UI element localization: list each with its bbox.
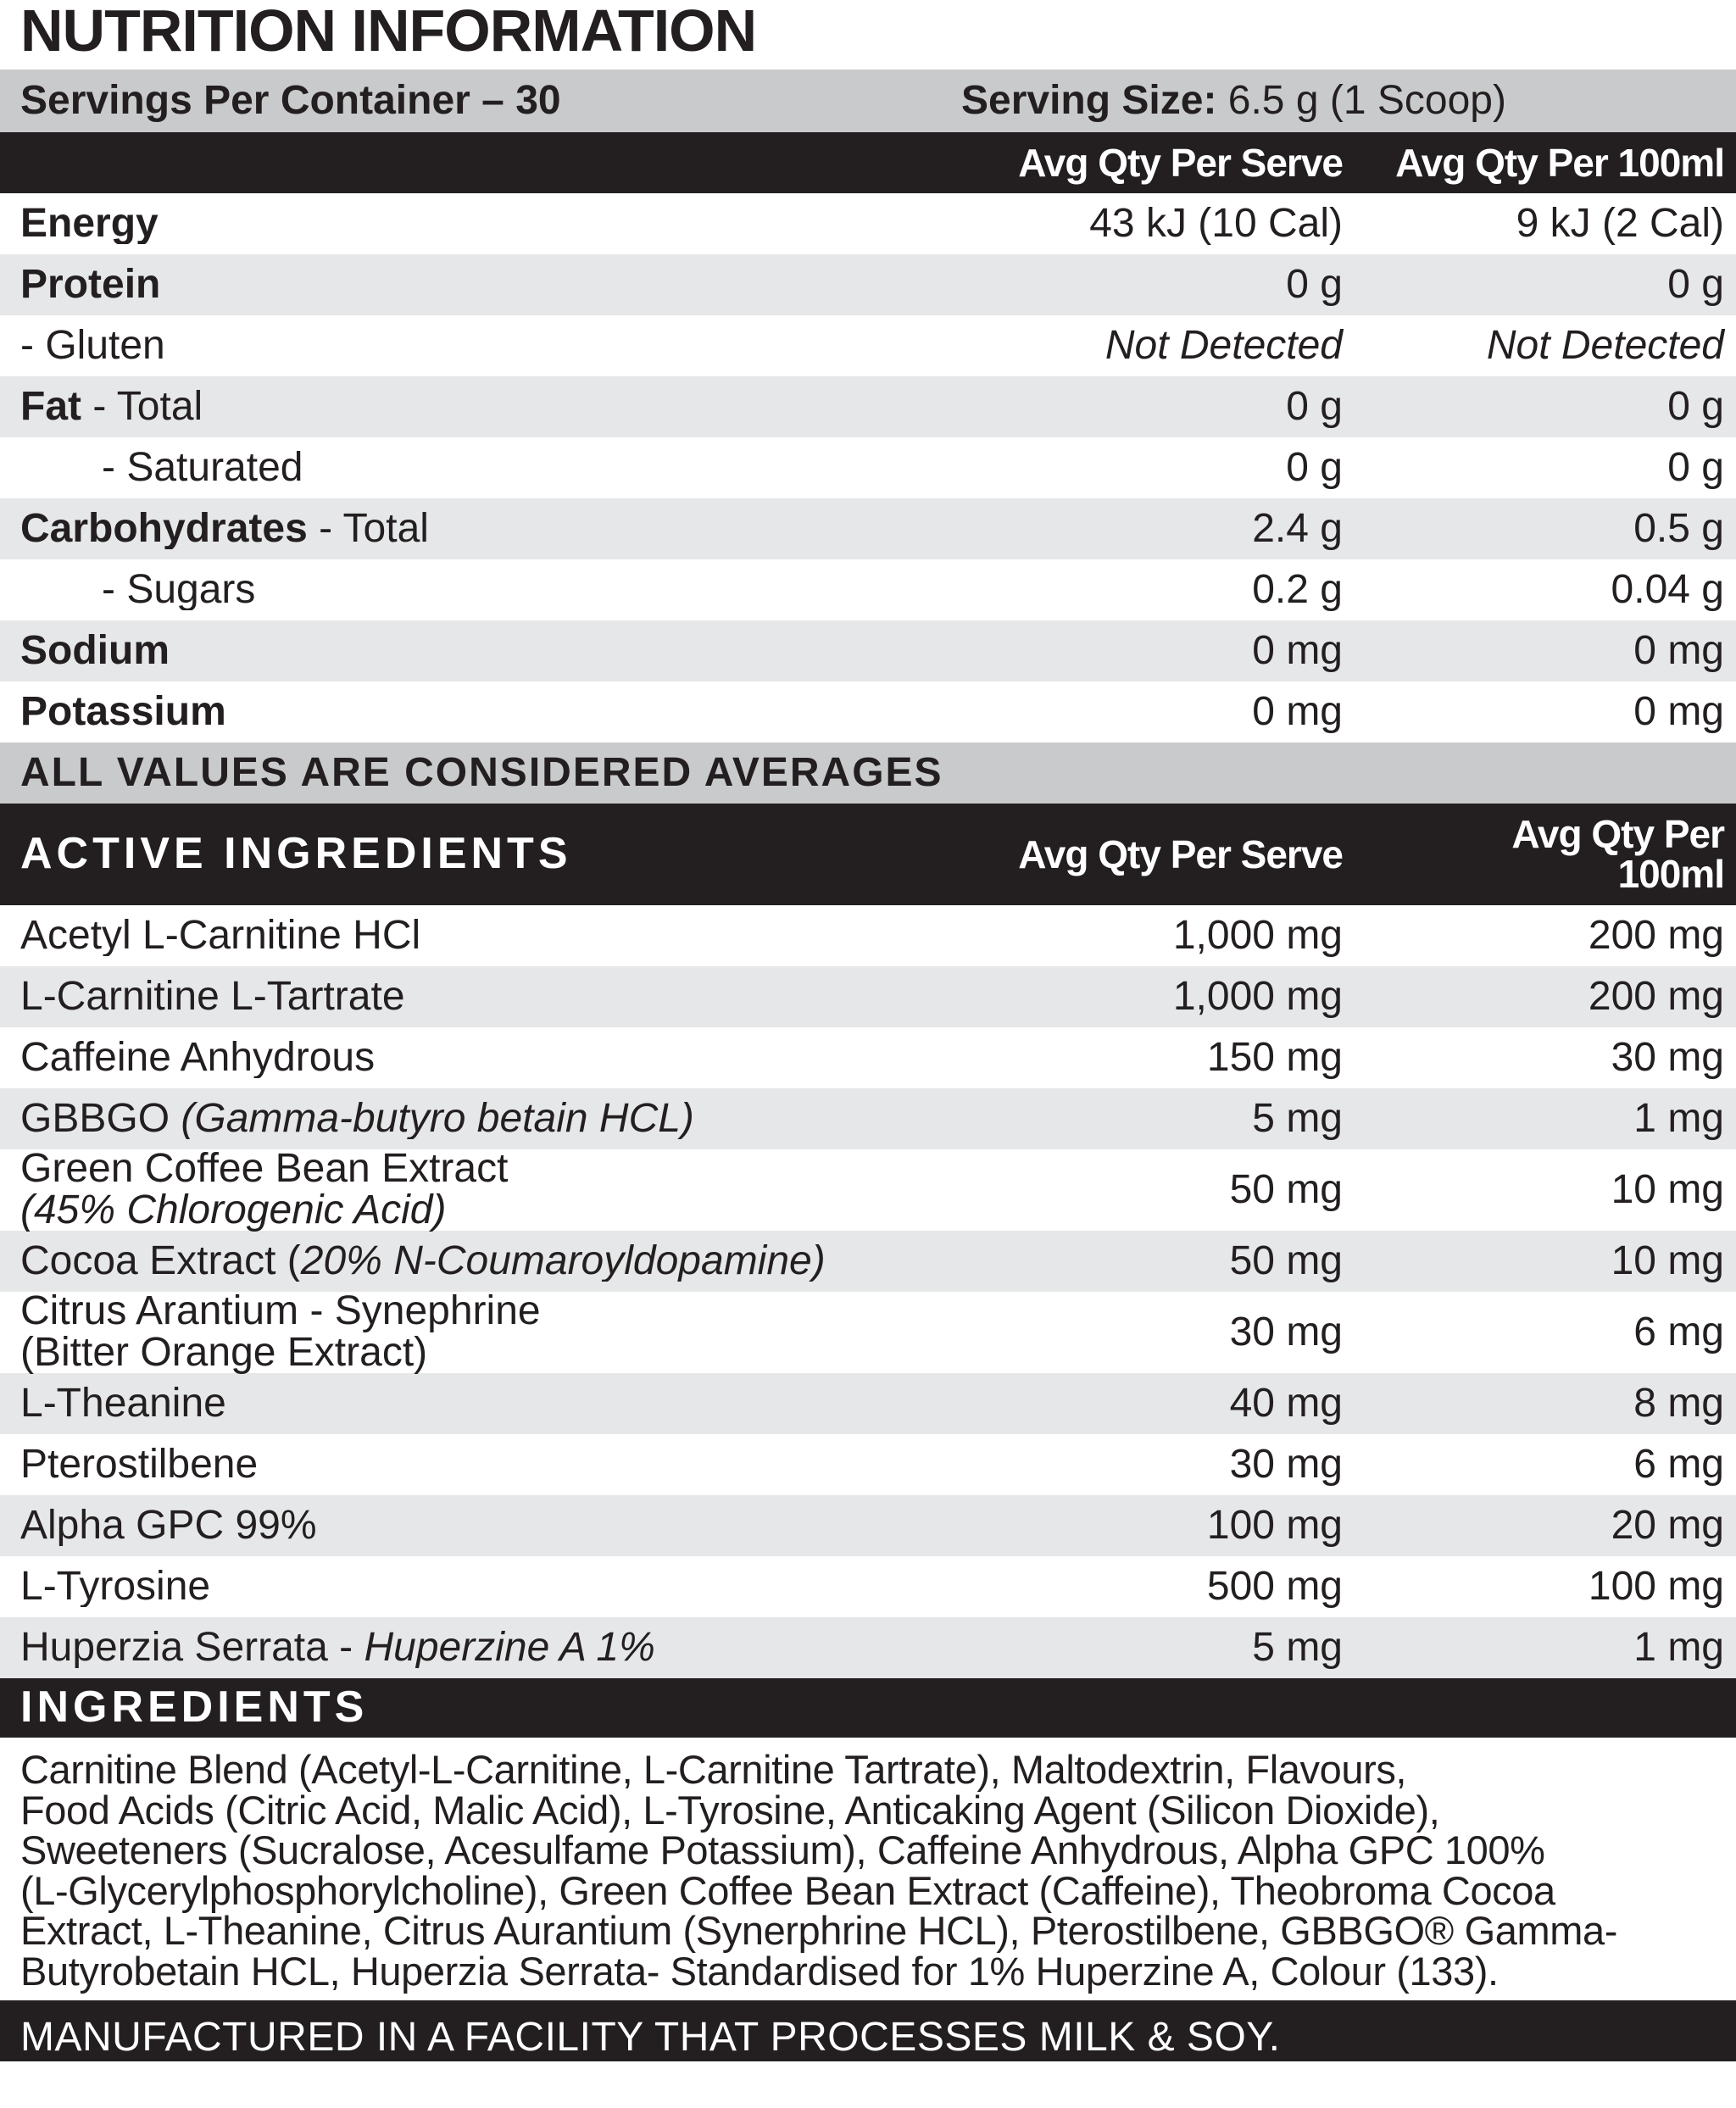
ingredient-name (20, 1566, 902, 1608)
nutrient-name (20, 509, 902, 550)
qty-per-serve: 0 g (1286, 261, 1343, 307)
nutrient-bold: Carbohydrates (20, 508, 308, 550)
nutrient-name (20, 631, 902, 672)
ingredient-name-line (20, 1098, 902, 1140)
qty-per-100ml: 6 mg (1633, 1309, 1724, 1354)
ingredient-main: Caffeine Anhydrous (20, 1037, 376, 1079)
qty-per-100ml: Not Detected (1486, 322, 1724, 368)
qty-per-100ml: 200 mg (1588, 912, 1724, 958)
panel-title: NUTRITION INFORMATION (20, 0, 757, 64)
nutrition-row (0, 254, 1736, 315)
ingredients-header: INGREDIENTS (0, 1678, 1736, 1738)
ingredients-line: Carnitine Blend (Acetyl-L-Carnitine, L-Carnitine Tartrate), Maltodextrin, Flavours, (20, 1747, 1407, 1792)
ingredient-name-line (20, 1291, 902, 1332)
active-ingredient-row (0, 1149, 1736, 1231)
ingredient-detail: Huperzine A 1% (364, 1627, 655, 1669)
ingredient-name (20, 1291, 902, 1374)
ingredient-main: L-Carnitine L-Tartrate (20, 976, 405, 1018)
nutrient-bold: Potassium (20, 691, 226, 733)
nutrient-name (20, 692, 902, 733)
qty-per-serve: Not Detected (1104, 322, 1343, 368)
ingredient-name-line (20, 1241, 902, 1282)
active-ingredient-row (0, 1495, 1736, 1556)
qty-per-100ml: 0 g (1667, 383, 1724, 429)
nutrition-row (0, 498, 1736, 559)
qty-per-serve: 0 g (1286, 444, 1343, 490)
qty-per-100ml: 10 mg (1611, 1238, 1724, 1283)
qty-per-100ml: 0 g (1667, 444, 1724, 490)
qty-per-serve: 500 mg (1206, 1563, 1343, 1609)
col-header-100ml: Avg Qty Per 100ml (1395, 140, 1724, 185)
active-rows (0, 905, 1736, 1678)
active-col-header-100ml: Avg Qty Per 100ml (1511, 812, 1724, 896)
ingredient-main: Cocoa Extract ( (20, 1240, 301, 1282)
qty-per-serve: 5 mg (1252, 1095, 1343, 1141)
servings-per-container: Servings Per Container – 30 (20, 77, 561, 123)
allergen-footer: MANUFACTURED IN A FACILITY THAT PROCESSES MILK & SOY. (0, 2000, 1736, 2061)
nutrient-name (20, 264, 902, 306)
ingredient-main: L-Tyrosine (20, 1566, 211, 1608)
ingredient-name (20, 1037, 902, 1079)
qty-per-100ml: 100 mg (1588, 1563, 1724, 1609)
active-ingredient-row (0, 1617, 1736, 1678)
ingredient-detail: 20% N-Coumaroyldopamine) (300, 1240, 826, 1282)
nutrition-rows (0, 193, 1736, 743)
ingredients-text (0, 1738, 1736, 2000)
qty-per-serve: 0.2 g (1252, 566, 1343, 612)
nutrient-sub: - Total (81, 386, 203, 428)
nutrient-bold: Sodium (20, 630, 170, 672)
averages-note: ALL VALUES ARE CONSIDERED AVERAGES (0, 743, 1736, 804)
qty-per-100ml: 30 mg (1611, 1034, 1724, 1080)
ingredient-name-line (20, 1566, 902, 1608)
active-ingredients-title: ACTIVE INGREDIENTS (20, 832, 572, 877)
ingredient-name-line (20, 1444, 902, 1486)
ingredient-name (20, 1383, 902, 1425)
qty-per-100ml: 0 g (1667, 261, 1724, 307)
serving-size-value: 6.5 g (1 Scoop) (1216, 77, 1506, 123)
qty-per-100ml: 10 mg (1611, 1166, 1724, 1212)
ingredient-name (20, 915, 902, 957)
title-bar (0, 0, 1736, 70)
nutrient-sub: - Sugars (102, 569, 256, 611)
qty-per-serve: 50 mg (1229, 1238, 1343, 1283)
qty-per-serve: 50 mg (1229, 1166, 1343, 1212)
qty-per-100ml: 1 mg (1633, 1624, 1724, 1670)
serving-size (961, 77, 1724, 123)
ingredient-main: GBBGO (20, 1098, 181, 1140)
nutrient-bold: Protein (20, 264, 161, 306)
nutrition-row (0, 681, 1736, 743)
active-ingredient-row (0, 1027, 1736, 1088)
qty-per-100ml: 1 mg (1633, 1095, 1724, 1141)
ingredient-name-line (20, 1037, 902, 1079)
nutrient-name (20, 448, 902, 489)
nutrition-row (0, 376, 1736, 437)
qty-per-serve: 150 mg (1206, 1034, 1343, 1080)
nutrient-name (20, 325, 902, 367)
nutrient-sub: - Total (307, 508, 429, 550)
qty-per-serve: 0 mg (1252, 627, 1343, 673)
nutrient-sub: - Gluten (20, 325, 165, 367)
qty-per-serve: 0 g (1286, 383, 1343, 429)
ingredient-name (20, 1627, 902, 1669)
ingredient-name-line (20, 1383, 902, 1425)
nutrient-name (20, 570, 902, 611)
ingredients-line: Sweeteners (Sucralose, Acesulfame Potassium), Caffeine Anhydrous, Alpha GPC 100% (20, 1827, 1545, 1873)
ingredient-main: L-Theanine (20, 1382, 226, 1425)
qty-per-serve: 100 mg (1206, 1502, 1343, 1548)
nutrient-name (20, 203, 902, 245)
qty-per-serve: 2.4 g (1252, 505, 1343, 551)
ingredient-name (20, 1098, 902, 1140)
ingredient-main: Huperzia Serrata - (20, 1627, 364, 1669)
ingredient-name (20, 1444, 902, 1486)
servings-row (0, 70, 1736, 132)
ingredient-main: Green Coffee Bean Extract (20, 1149, 509, 1192)
qty-per-serve: 1,000 mg (1172, 973, 1343, 1019)
qty-per-100ml: 200 mg (1588, 973, 1724, 1019)
active-ingredient-row (0, 1556, 1736, 1617)
nutrition-row (0, 193, 1736, 254)
ingredient-detail: (Gamma-butyro betain HCL) (181, 1098, 694, 1140)
ingredients-line: Butyrobetain HCL, Huperzia Serrata- Standardised for 1% Huperzine A, Colour (133). (20, 1948, 1499, 1994)
nutrition-row (0, 315, 1736, 376)
qty-per-100ml: 0.5 g (1633, 505, 1724, 551)
active-col-header-serve: Avg Qty Per Serve (1018, 832, 1343, 876)
ingredient-name-line (20, 915, 902, 957)
ingredients-line: Extract, L-Theanine, Citrus Aurantium (Synerphrine HCL), Pterostilbene, GBBGO® Gamma- (20, 1908, 1617, 1954)
ingredient-name (20, 1149, 902, 1232)
active-ingredient-row (0, 1292, 1736, 1373)
ingredients-line: (L-Glycerylphosphorylcholine), Green Coffee Bean Extract (Caffeine), Theobroma Cocoa (20, 1867, 1555, 1913)
qty-per-100ml: 9 kJ (2 Cal) (1516, 200, 1724, 246)
ingredients-line: Food Acids (Citric Acid, Malic Acid), L-Tyrosine, Anticaking Agent (Silicon Dioxide), (20, 1787, 1440, 1833)
qty-per-100ml: 8 mg (1633, 1380, 1724, 1426)
active-ingredient-row (0, 1231, 1736, 1292)
qty-per-100ml: 0.04 g (1611, 566, 1724, 612)
active-ingredient-row (0, 1434, 1736, 1495)
active-ingredient-row (0, 905, 1736, 966)
active-ingredients-header (0, 804, 1736, 905)
nutrition-row (0, 559, 1736, 620)
serving-size-label: Serving Size: (961, 77, 1217, 123)
qty-per-serve: 5 mg (1252, 1624, 1343, 1670)
nutrient-bold: Energy (20, 203, 159, 245)
ingredient-name-line2: (45% Chlorogenic Acid) (20, 1187, 447, 1232)
ingredient-main: Alpha GPC 99% (20, 1505, 317, 1547)
ingredient-main: Acetyl L-Carnitine HCl (20, 915, 421, 957)
qty-per-serve: 30 mg (1229, 1441, 1343, 1487)
ingredient-main: Citrus Arantium - Synephrine (20, 1291, 541, 1334)
nutrition-row (0, 620, 1736, 681)
ingredient-name (20, 976, 902, 1018)
ingredient-name-line (20, 1627, 902, 1669)
ingredient-main: Pterostilbene (20, 1443, 259, 1486)
active-ingredient-row (0, 1373, 1736, 1434)
qty-per-100ml: 20 mg (1611, 1502, 1724, 1548)
nutrient-name (20, 387, 902, 428)
nutrient-bold: Fat (20, 386, 81, 428)
nutrition-column-header (0, 132, 1736, 193)
qty-per-serve: 43 kJ (10 Cal) (1089, 200, 1343, 246)
ingredient-name-line (20, 1505, 902, 1547)
qty-per-serve: 0 mg (1252, 688, 1343, 734)
ingredient-name-line (20, 1149, 902, 1190)
col-header-serve: Avg Qty Per Serve (1018, 140, 1343, 185)
ingredient-name-line (20, 976, 902, 1018)
active-ingredient-row (0, 966, 1736, 1027)
nutrient-sub: - Saturated (102, 447, 303, 489)
ingredient-name (20, 1241, 902, 1282)
ingredient-name-line2: (Bitter Orange Extract) (20, 1330, 428, 1374)
qty-per-serve: 30 mg (1229, 1309, 1343, 1354)
active-ingredient-row (0, 1088, 1736, 1149)
qty-per-100ml: 0 mg (1633, 688, 1724, 734)
ingredient-name (20, 1505, 902, 1547)
nutrition-row (0, 437, 1736, 498)
qty-per-serve: 40 mg (1229, 1380, 1343, 1426)
qty-per-100ml: 6 mg (1633, 1441, 1724, 1487)
qty-per-serve: 1,000 mg (1172, 912, 1343, 958)
qty-per-100ml: 0 mg (1633, 627, 1724, 673)
